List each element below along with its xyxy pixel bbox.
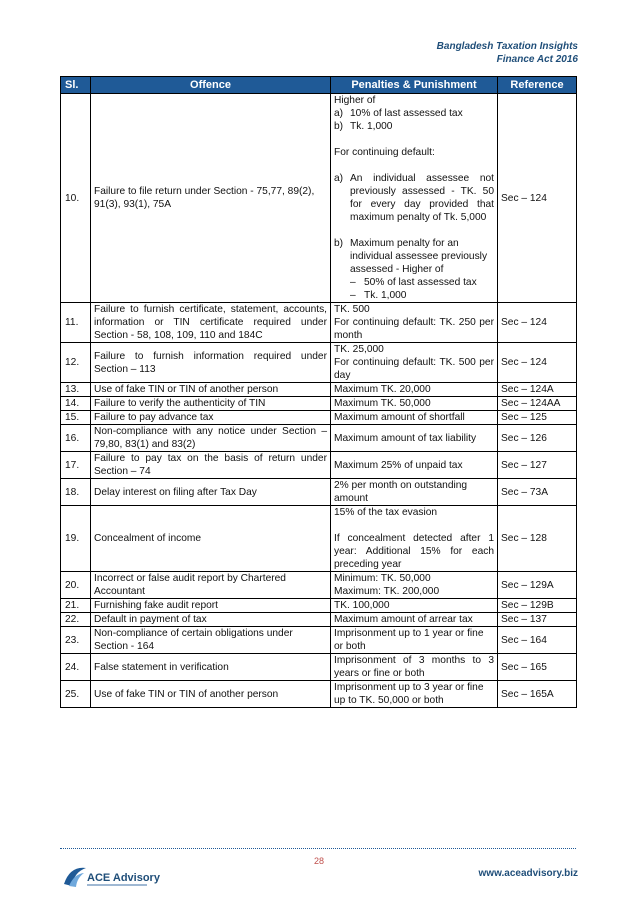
list-item bbox=[350, 289, 494, 302]
page-number: 28 bbox=[313, 856, 324, 866]
row-offence: Non-compliance of certain obligations under Section - 164 bbox=[91, 627, 331, 654]
row-sl: 15. bbox=[61, 411, 91, 425]
table-row bbox=[61, 383, 577, 397]
row-penalty bbox=[331, 572, 498, 599]
row-reference: Sec – 129A bbox=[498, 572, 577, 599]
row-sl: 14. bbox=[61, 397, 91, 411]
list-item bbox=[334, 120, 494, 133]
penalty-line: 15% of the tax evasion bbox=[334, 507, 438, 518]
list-item bbox=[350, 276, 494, 289]
row-reference: Sec – 127 bbox=[498, 452, 577, 479]
row-penalty: Maximum TK. 50,000 bbox=[331, 397, 498, 411]
row-reference: Sec – 124 bbox=[498, 94, 577, 303]
row-sl: 25. bbox=[61, 681, 91, 708]
list-text: An individual assessee not previously assessed - TK. 50 for every day provided that maximum penalty of Tk. 5,000 bbox=[350, 173, 494, 223]
table-row bbox=[61, 627, 577, 654]
column-header-sl: Sl. bbox=[61, 77, 91, 94]
column-header-offence: Offence bbox=[91, 77, 331, 94]
header-subtitle: Finance Act 2016 bbox=[496, 54, 578, 65]
row-offence: Failure to pay advance tax bbox=[91, 411, 331, 425]
row-offence: Delay interest on filing after Tax Day bbox=[91, 479, 331, 506]
table-row bbox=[61, 303, 577, 343]
list-item bbox=[334, 107, 494, 120]
penalty-intro: Higher of bbox=[334, 95, 376, 106]
column-header-reference: Reference bbox=[498, 77, 577, 94]
penalty-line: For continuing default: TK. 500 per day bbox=[334, 357, 494, 381]
row-sl: 20. bbox=[61, 572, 91, 599]
row-penalty: Imprisonment up to 1 year or fine or both bbox=[331, 627, 498, 654]
row-penalty: TK. 100,000 bbox=[331, 599, 498, 613]
row-sl: 19. bbox=[61, 506, 91, 572]
table-row bbox=[61, 94, 577, 303]
row-offence: Default in payment of tax bbox=[91, 613, 331, 627]
row-penalty bbox=[331, 343, 498, 383]
row-offence: Use of fake TIN or TIN of another person bbox=[91, 681, 331, 708]
list-text: Tk. 1,000 bbox=[350, 121, 393, 132]
row-sl: 10. bbox=[61, 94, 91, 303]
row-sl: 16. bbox=[61, 425, 91, 452]
row-offence: Furnishing fake audit report bbox=[91, 599, 331, 613]
list-item bbox=[334, 172, 494, 224]
table-row bbox=[61, 506, 577, 572]
penalty-line: Maximum: TK. 200,000 bbox=[334, 586, 440, 597]
page-header bbox=[437, 40, 578, 66]
row-reference: Sec – 165A bbox=[498, 681, 577, 708]
row-sl: 12. bbox=[61, 343, 91, 383]
row-reference: Sec – 129B bbox=[498, 599, 577, 613]
penalty-list bbox=[334, 172, 494, 224]
table-row bbox=[61, 411, 577, 425]
row-penalty: Imprisonment up to 3 year or fine up to TK. 50,000 or both bbox=[331, 681, 498, 708]
table-header-row bbox=[61, 77, 577, 94]
list-item bbox=[334, 237, 494, 302]
list-text: 50% of last assessed tax bbox=[364, 277, 477, 288]
row-penalty: Maximum amount of tax liability bbox=[331, 425, 498, 452]
penalty-list bbox=[334, 107, 494, 133]
column-header-penalty: Penalties & Punishment bbox=[331, 77, 498, 94]
row-penalty: Maximum TK. 20,000 bbox=[331, 383, 498, 397]
row-reference: Sec – 124 bbox=[498, 343, 577, 383]
ace-advisory-logo bbox=[60, 862, 160, 892]
row-offence: Failure to file return under Section - 75,77, 89(2), 91(3), 93(1), 75A bbox=[91, 94, 331, 303]
row-reference: Sec – 137 bbox=[498, 613, 577, 627]
row-sl: 21. bbox=[61, 599, 91, 613]
row-sl: 18. bbox=[61, 479, 91, 506]
row-penalty: Maximum 25% of unpaid tax bbox=[331, 452, 498, 479]
row-penalty: Imprisonment of 3 months to 3 years or fine or both bbox=[331, 654, 498, 681]
list-text: Maximum penalty for an individual assessee previously assessed - Higher of bbox=[350, 238, 488, 275]
table-row bbox=[61, 425, 577, 452]
penalty-line: TK. 500 bbox=[334, 304, 370, 315]
row-offence: Non-compliance with any notice under Section – 79,80, 83(1) and 83(2) bbox=[91, 425, 331, 452]
row-penalty: Maximum amount of shortfall bbox=[331, 411, 498, 425]
row-reference: Sec – 125 bbox=[498, 411, 577, 425]
table-row bbox=[61, 613, 577, 627]
row-offence: Failure to furnish information required under Section – 113 bbox=[91, 343, 331, 383]
row-offence: Failure to verify the authenticity of TIN bbox=[91, 397, 331, 411]
table-row bbox=[61, 599, 577, 613]
row-sl: 23. bbox=[61, 627, 91, 654]
row-penalty bbox=[331, 303, 498, 343]
footer-divider bbox=[60, 848, 576, 849]
row-offence: Use of fake TIN or TIN of another person bbox=[91, 383, 331, 397]
list-text: 10% of last assessed tax bbox=[350, 108, 463, 119]
dash-list bbox=[350, 276, 494, 302]
row-reference: Sec – 126 bbox=[498, 425, 577, 452]
row-offence: Failure to pay tax on the basis of return under Section – 74 bbox=[91, 452, 331, 479]
row-penalty: 2% per month on outstanding amount bbox=[331, 479, 498, 506]
row-reference: Sec – 164 bbox=[498, 627, 577, 654]
footer-website: www.aceadvisory.biz bbox=[478, 868, 578, 879]
row-reference: Sec – 124A bbox=[498, 383, 577, 397]
penalty-list bbox=[334, 237, 494, 302]
list-letter: b) bbox=[334, 121, 344, 132]
list-text: Tk. 1,000 bbox=[364, 290, 407, 301]
penalty-line: Minimum: TK. 50,000 bbox=[334, 573, 431, 584]
penalty-table bbox=[60, 76, 577, 708]
row-sl: 22. bbox=[61, 613, 91, 627]
row-reference: Sec – 124 bbox=[498, 303, 577, 343]
table-row bbox=[61, 654, 577, 681]
list-dash: – bbox=[350, 290, 356, 301]
row-reference: Sec – 128 bbox=[498, 506, 577, 572]
row-offence: Incorrect or false audit report by Chartered Accountant bbox=[91, 572, 331, 599]
penalty-line: For continuing default: TK. 250 per month bbox=[334, 317, 494, 341]
row-offence: Failure to furnish certificate, statement, accounts, information or TIN certificate required under Section - 58, 108, 109, 110 and 184C bbox=[91, 303, 331, 343]
header-title: Bangladesh Taxation Insights bbox=[436, 41, 578, 52]
table-row bbox=[61, 479, 577, 506]
penalty-line: If concealment detected after 1 year: Additional 15% for each preceding year bbox=[334, 533, 494, 570]
penalty-line: TK. 25,000 bbox=[334, 344, 384, 355]
row-offence: Concealment of income bbox=[91, 506, 331, 572]
row-reference: Sec – 165 bbox=[498, 654, 577, 681]
list-letter: a) bbox=[334, 173, 344, 184]
table-row bbox=[61, 343, 577, 383]
list-letter: a) bbox=[334, 108, 344, 119]
table-row bbox=[61, 452, 577, 479]
row-sl: 24. bbox=[61, 654, 91, 681]
row-offence: False statement in verification bbox=[91, 654, 331, 681]
row-reference: Sec – 73A bbox=[498, 479, 577, 506]
row-sl: 17. bbox=[61, 452, 91, 479]
row-penalty bbox=[331, 506, 498, 572]
penalty-continuing: For continuing default: bbox=[334, 147, 435, 158]
table-row bbox=[61, 397, 577, 411]
row-penalty: Maximum amount of arrear tax bbox=[331, 613, 498, 627]
row-sl: 13. bbox=[61, 383, 91, 397]
table-row bbox=[61, 681, 577, 708]
list-letter: b) bbox=[334, 238, 344, 249]
row-sl: 11. bbox=[61, 303, 91, 343]
table-row bbox=[61, 572, 577, 599]
logo-text: ACE Advisory bbox=[87, 872, 160, 884]
list-dash: – bbox=[350, 277, 356, 288]
row-penalty bbox=[331, 94, 498, 303]
row-reference: Sec – 124AA bbox=[498, 397, 577, 411]
